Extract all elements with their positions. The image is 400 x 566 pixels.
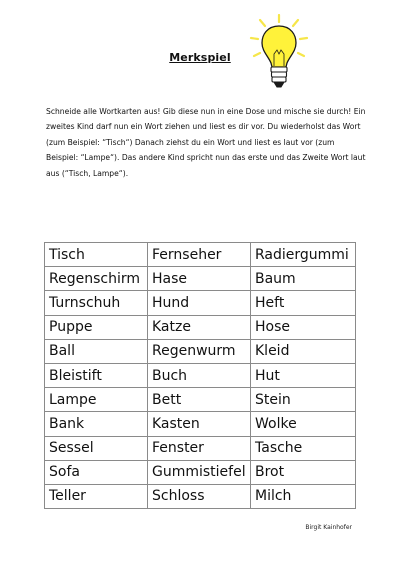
word-card: Sessel — [45, 436, 148, 460]
word-card: Buch — [148, 363, 251, 387]
word-card: Radiergummi — [251, 243, 356, 267]
word-card: Hut — [251, 363, 356, 387]
word-card: Regenwurm — [148, 339, 251, 363]
word-card: Puppe — [45, 315, 148, 339]
word-card: Baum — [251, 267, 356, 291]
word-card: Teller — [45, 484, 148, 508]
instructions-text: Schneide alle Wortkarten aus! Gib diese nun in eine Dose und mische sie durch! Ein zweites Kind darf nun ein Wort ziehen und liest es dir vor. Du wiederholst das Wort (zum Beispiel: “Tisch“) Danach ziehst du ein Wort und liest es laut vor (zum Beispiel: “Lampe“). Das andere Kind spricht nun das erste und das Zweite Wort laut aus (“Tisch, Lampe“). — [46, 107, 366, 178]
word-card: Hund — [148, 291, 251, 315]
word-table-body — [45, 243, 356, 509]
table-row — [45, 412, 356, 436]
word-card: Sofa — [45, 460, 148, 484]
word-card: Turnschuh — [45, 291, 148, 315]
word-card: Gummistiefel — [148, 460, 251, 484]
table-row — [45, 315, 356, 339]
word-card: Kasten — [148, 412, 251, 436]
word-card: Kleid — [251, 339, 356, 363]
table-row — [45, 291, 356, 315]
word-card: Stein — [251, 388, 356, 412]
table-row — [45, 436, 356, 460]
page-title: Merkspiel — [169, 51, 231, 64]
word-card: Katze — [148, 315, 251, 339]
word-card: Wolke — [251, 412, 356, 436]
word-card: Schloss — [148, 484, 251, 508]
word-card: Tisch — [45, 243, 148, 267]
table-row — [45, 484, 356, 508]
table-row — [45, 267, 356, 291]
bulb-base — [271, 67, 287, 87]
word-card: Fernseher — [148, 243, 251, 267]
word-card: Milch — [251, 484, 356, 508]
word-card: Regenschirm — [45, 267, 148, 291]
word-card: Tasche — [251, 436, 356, 460]
table-row — [45, 363, 356, 387]
table-row — [45, 243, 356, 267]
word-card: Brot — [251, 460, 356, 484]
word-card: Lampe — [45, 388, 148, 412]
word-card: Fenster — [148, 436, 251, 460]
table-row — [45, 460, 356, 484]
author-credit: Birgit Kainhofer — [305, 524, 352, 531]
bulb-glass — [262, 26, 296, 67]
word-card-table — [44, 242, 356, 509]
table-row — [45, 339, 356, 363]
lightbulb-icon — [248, 14, 310, 90]
word-card: Hase — [148, 267, 251, 291]
word-card: Ball — [45, 339, 148, 363]
word-card: Bleistift — [45, 363, 148, 387]
table-row — [45, 388, 356, 412]
word-card: Heft — [251, 291, 356, 315]
word-card: Hose — [251, 315, 356, 339]
word-card: Bank — [45, 412, 148, 436]
word-card: Bett — [148, 388, 251, 412]
